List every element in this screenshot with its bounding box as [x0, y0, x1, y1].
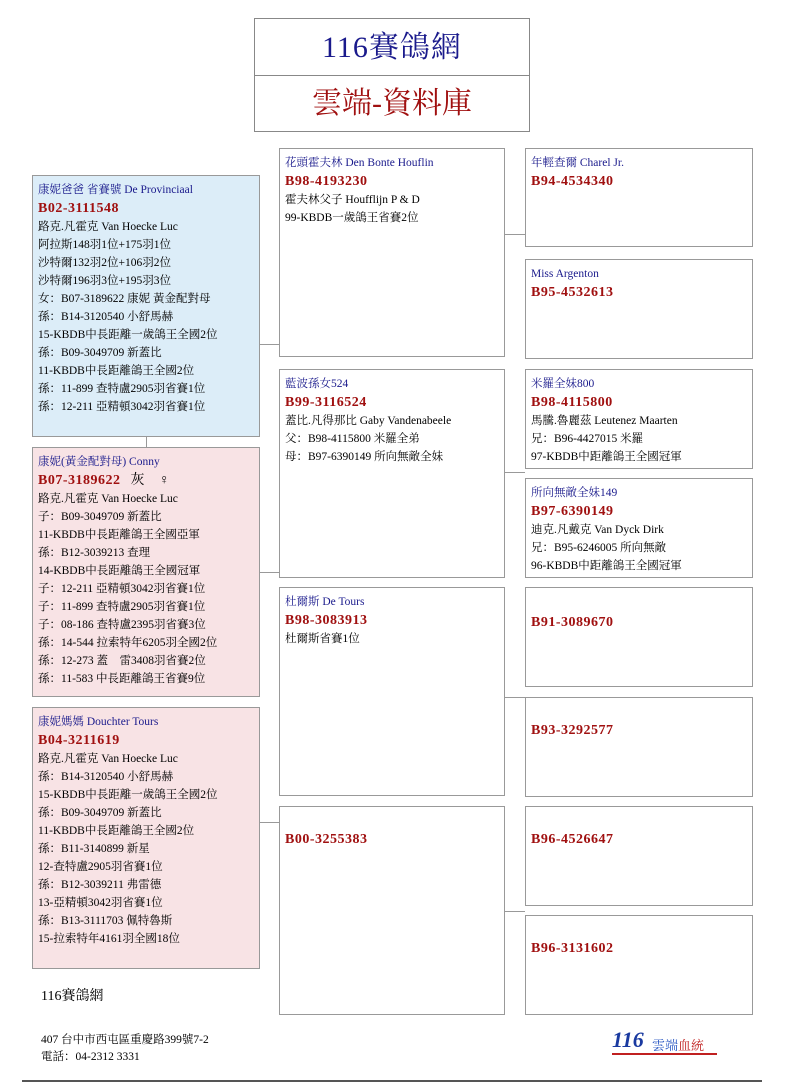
sire-detail: 女：B07-3189622 康妮 黃金配對母: [38, 293, 211, 305]
sire-detail: 孫：12-211 亞精頓3042羽省賽1位: [38, 401, 206, 413]
connector-line: [504, 472, 525, 473]
gen3-card[interactable]: [525, 806, 753, 906]
dam-detail: 路克.凡霍克 Van Hoecke Luc: [38, 753, 178, 765]
dam-detail: 12-查特盧2905羽省賽1位: [38, 861, 163, 873]
sire-detail: 15-KBDB中長距離一歲鴿王全國2位: [38, 329, 218, 341]
gen3-card[interactable]: [525, 369, 753, 469]
gen3-card[interactable]: [525, 478, 753, 578]
subject-color: 灰: [130, 473, 145, 488]
gen2-card[interactable]: [279, 369, 505, 578]
gen3-ring: B94-4534340: [531, 174, 614, 189]
dam-ring: B04-3211619: [38, 733, 120, 748]
subject-detail: 子：12-211 亞精頓3042羽省賽1位: [38, 583, 206, 595]
gen3-card[interactable]: [525, 915, 753, 1015]
sire-detail: 孫：B09-3049709 新蓋比: [38, 347, 162, 359]
page-header: [254, 18, 530, 132]
dam-detail: 11-KBDB中長距離鴿王全國2位: [38, 825, 195, 837]
sire-detail: 沙特爾132羽2位+106羽2位: [38, 257, 171, 269]
gen3-ring: B91-3089670: [531, 615, 614, 630]
gen2-ring: B98-3083913: [285, 613, 368, 628]
dam-detail: 孫：B11-3140899 新星: [38, 843, 150, 855]
dam-detail: 孫：B12-3039211 弗雷德: [38, 879, 162, 891]
subject-detail: 子：08-186 查特盧2395羽省賽3位: [38, 619, 206, 631]
gen2-ring: B98-4193230: [285, 174, 368, 189]
dam-detail: 15-KBDB中長距離一歲鴿王全國2位: [38, 789, 218, 801]
gen3-detail: 兄：B96-4427015 米羅: [531, 433, 644, 445]
gen2-detail: 99-KBDB一歲鴿王省賽2位: [285, 212, 419, 224]
subject-sex: ♀: [159, 473, 170, 488]
gen3-name: 年輕查爾 Charel Jr.: [531, 157, 624, 169]
gen2-name: 杜爾斯 De Tours: [285, 596, 365, 608]
footer-address: 407 台中市西屯區重慶路399號7-2: [41, 1034, 209, 1046]
gen2-name: 花頭霍夫林 Den Bonte Houflin: [285, 157, 434, 169]
gen2-detail: 霍夫林父子 Houfflijn P & D: [285, 194, 420, 206]
gen3-card[interactable]: [525, 148, 753, 247]
footer-contact: [41, 1032, 209, 1066]
dam-detail: 13-亞精頓3042羽省賽1位: [38, 897, 163, 909]
sire-name: 康妮爸爸 省賽號 De Provinciaal: [38, 184, 193, 196]
gen3-ring: B95-4532613: [531, 285, 614, 300]
gen2-ring: B99-3116524: [285, 395, 367, 410]
gen3-ring: B97-6390149: [531, 504, 614, 519]
gen3-name: 所向無敵全妹149: [531, 487, 618, 499]
connector-line: [260, 822, 279, 823]
bottom-divider: [22, 1080, 762, 1082]
connector-line: [260, 344, 279, 345]
gen3-detail: 迪克.凡戴克 Van Dyck Dirk: [531, 524, 664, 536]
gen3-detail: 兄：B95-6246005 所向無敵: [531, 542, 667, 554]
gen3-detail: 97-KBDB中距離鴿王全國冠軍: [531, 451, 682, 463]
gen2-card[interactable]: [279, 806, 505, 1015]
sire-detail: 11-KBDB中長距離鴿王全國2位: [38, 365, 195, 377]
cloud-pedigree-logo[interactable]: [612, 1027, 732, 1057]
subject-detail: 孫：14-544 拉索特年6205羽全國2位: [38, 637, 218, 649]
subject-ring: B07-3189622: [38, 473, 121, 488]
subject-detail: 路克.凡霍克 Van Hoecke Luc: [38, 493, 178, 505]
gen3-name: 米羅全妹800: [531, 378, 595, 390]
subject-ring-line: [38, 471, 254, 490]
sire-detail: 阿拉斯148羽1位+175羽1位: [38, 239, 171, 251]
gen3-ring: B93-3292577: [531, 723, 614, 738]
dam-detail: 15-拉索特年4161羽全國18位: [38, 933, 180, 945]
logo-number: 116: [612, 1027, 644, 1052]
connector-line: [504, 911, 525, 912]
dam-card[interactable]: [32, 707, 260, 969]
connector-line: [504, 234, 525, 235]
gen2-detail: 蓋比.凡得那比 Gaby Vandenabeele: [285, 415, 452, 427]
sire-card[interactable]: [32, 175, 260, 437]
connector-line: [504, 697, 525, 698]
logo-underline: [612, 1053, 717, 1055]
dam-detail: 孫：B09-3049709 新蓋比: [38, 807, 162, 819]
sire-detail: 沙特爾196羽3位+195羽3位: [38, 275, 171, 287]
logo-text: 雲端血統: [652, 1038, 705, 1053]
sire-detail: 路克.凡霍克 Van Hoecke Luc: [38, 221, 178, 233]
gen3-ring: B96-3131602: [531, 941, 614, 956]
subject-detail: 孫：B12-3039213 查理: [38, 547, 151, 559]
database-subtitle: 雲端-資料庫: [312, 87, 472, 120]
subject-detail: 子：11-899 查特盧2905羽省賽1位: [38, 601, 206, 613]
subject-card[interactable]: [32, 447, 260, 697]
gen3-ring: B98-4115800: [531, 395, 613, 410]
gen3-card[interactable]: [525, 587, 753, 687]
gen2-card[interactable]: [279, 587, 505, 796]
subject-detail: 孫：11-583 中長距離鴿王省賽9位: [38, 673, 206, 685]
gen3-card[interactable]: [525, 259, 753, 359]
connector-line: [146, 436, 147, 447]
site-title: 116賽鴿網: [255, 19, 529, 76]
subject-detail: 孫：12-273 蓋 雷3408羽省賽2位: [38, 655, 206, 667]
connector-line: [260, 572, 279, 573]
gen2-detail: 杜爾斯省賽1位: [285, 633, 360, 645]
footer-phone: 電話：04-2312 3331: [41, 1051, 140, 1063]
sire-ring: B02-3111548: [38, 201, 119, 216]
gen3-card[interactable]: [525, 697, 753, 797]
footer-site-name: 116賽鴿網: [41, 989, 104, 1004]
gen2-ring: B00-3255383: [285, 832, 368, 847]
dam-detail: 孫：B14-3120540 小舒馬赫: [38, 771, 174, 783]
gen3-detail: 馬騰.魯麗茲 Leutenez Maarten: [531, 415, 678, 427]
dam-name: 康妮媽媽 Douchter Tours: [38, 716, 159, 728]
dam-detail: 孫：B13-3111703 佩特魯斯: [38, 915, 173, 927]
gen3-detail: 96-KBDB中距離鴿王全國冠軍: [531, 560, 682, 572]
gen2-detail: 父：B98-4115800 米羅全弟: [285, 433, 420, 445]
subject-detail: 11-KBDB中長距離鴿王全國亞軍: [38, 529, 200, 541]
subject-detail: 14-KBDB中長距離鴿王全國冠軍: [38, 565, 201, 577]
gen2-detail: 母：B97-6390149 所向無敵全妹: [285, 451, 444, 463]
sire-detail: 孫：11-899 查特盧2905羽省賽1位: [38, 383, 206, 395]
gen2-card[interactable]: [279, 148, 505, 357]
sire-detail: 孫：B14-3120540 小舒馬赫: [38, 311, 174, 323]
gen2-name: 藍波孫女524: [285, 378, 349, 390]
gen3-ring: B96-4526647: [531, 832, 614, 847]
subject-name: 康妮(黃金配對母) Conny: [38, 456, 160, 468]
gen3-name: Miss Argenton: [531, 268, 599, 280]
subject-detail: 子：B09-3049709 新蓋比: [38, 511, 162, 523]
